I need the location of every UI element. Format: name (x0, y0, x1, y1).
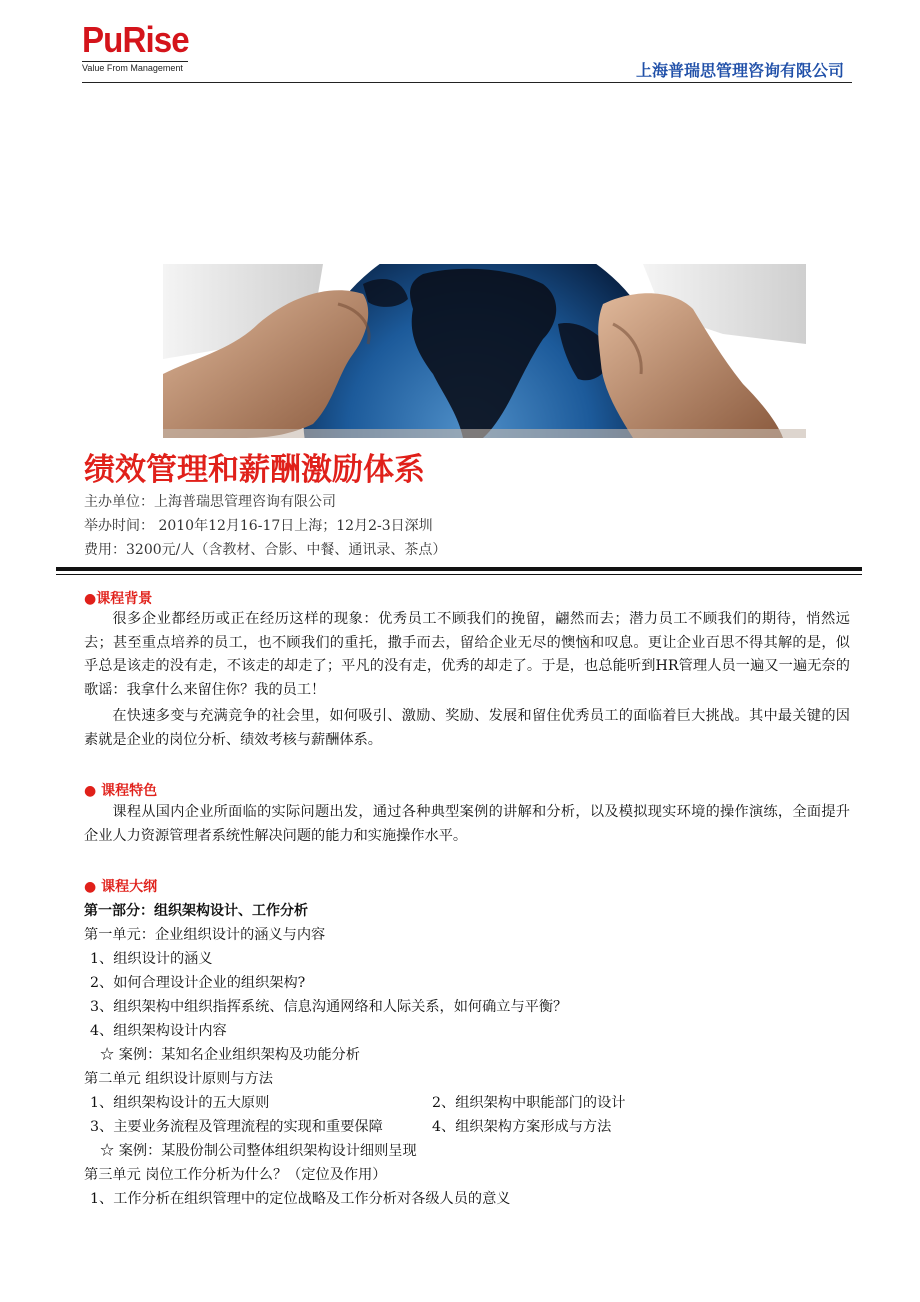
unit2-item: 4、组织架构方案形成与方法 (432, 1119, 612, 1135)
background-paragraph-1: 很多企业都经历或正在经历这样的现象：优秀员工不顾我们的挽留，翩然而去；潜力员工不顾我们的期待，悄然远去；甚至重点培养的员工，也不顾我们的重托，撒手而去，留给企业无尽的懊恼和叹息。更让企业百思不得其解的是，似乎总是该走的没有走，不该走的却走了；平凡的没有走，优秀的却走了。于是，也总能听到HR管理人员一遍又一遍无奈的歌谣：我拿什么来留住你？我的员工！ (84, 611, 850, 698)
schedule-line: 举办时间： 2010年12月16-17日上海；12月2-3日深圳 (84, 518, 433, 534)
header-divider (82, 82, 852, 83)
unit3-heading: 第三单元 岗位工作分析为什么？（定位及作用） (84, 1167, 387, 1183)
unit2-item: 3、主要业务流程及管理流程的实现和重要保障 (90, 1119, 383, 1135)
section-divider-thin (56, 574, 862, 575)
logo-tagline: Value From Management (82, 61, 188, 74)
unit1-item: 4、组织架构设计内容 (90, 1023, 227, 1039)
unit2-case: ☆ 案例：某股份制公司整体组织架构设计细则呈现 (100, 1143, 417, 1159)
unit3-item: 1、工作分析在组织管理中的定位战略及工作分析对各级人员的意义 (90, 1191, 511, 1207)
background-paragraph-2: 在快速多变与充满竞争的社会里，如何吸引、激励、奖励、发展和留住优秀员工的面临着巨大挑战。其中最关键的因素就是企业的岗位分析、绩效考核与薪酬体系。 (84, 708, 850, 748)
unit1-item: 2、如何合理设计企业的组织架构? (90, 975, 306, 991)
page-header (82, 18, 852, 84)
section-divider-thick (56, 567, 862, 571)
outline-heading: ● 课程大纲 (84, 879, 158, 895)
unit1-item: 3、组织架构中组织指挥系统、信息沟通网络和人际关系，如何确立与平衡？ (90, 999, 568, 1015)
background-heading: ●课程背景 (84, 591, 153, 607)
unit1-item: 1、组织设计的涵义 (90, 951, 213, 967)
unit2-item: 1、组织架构设计的五大原则 (90, 1095, 270, 1111)
hero-globe-image (163, 264, 806, 438)
purise-logo: PuRise (82, 19, 189, 60)
part1-heading: 第一部分：组织架构设计、工作分析 (84, 903, 308, 919)
course-title: 绩效管理和薪酬激励体系 (84, 452, 425, 488)
organizer-line: 主办单位：上海普瑞思管理咨询有限公司 (84, 494, 336, 510)
features-heading: ● 课程特色 (84, 783, 158, 799)
unit2-item: 2、组织架构中职能部门的设计 (432, 1095, 626, 1111)
company-name-header: 上海普瑞思管理咨询有限公司 (635, 61, 844, 80)
unit1-heading: 第一单元：企业组织设计的涵义与内容 (84, 927, 326, 943)
unit1-case: ☆ 案例：某知名企业组织架构及功能分析 (100, 1047, 360, 1063)
features-paragraph: 课程从国内企业所面临的实际问题出发，通过各种典型案例的讲解和分析，以及模拟现实环境的操作演练，全面提升企业人力资源管理者系统性解决问题的能力和实施操作水平。 (84, 804, 850, 844)
unit2-heading: 第二单元 组织设计原则与方法 (84, 1071, 273, 1087)
fee-line: 费用：3200元/人（含教材、合影、中餐、通讯录、茶点） (84, 542, 447, 558)
